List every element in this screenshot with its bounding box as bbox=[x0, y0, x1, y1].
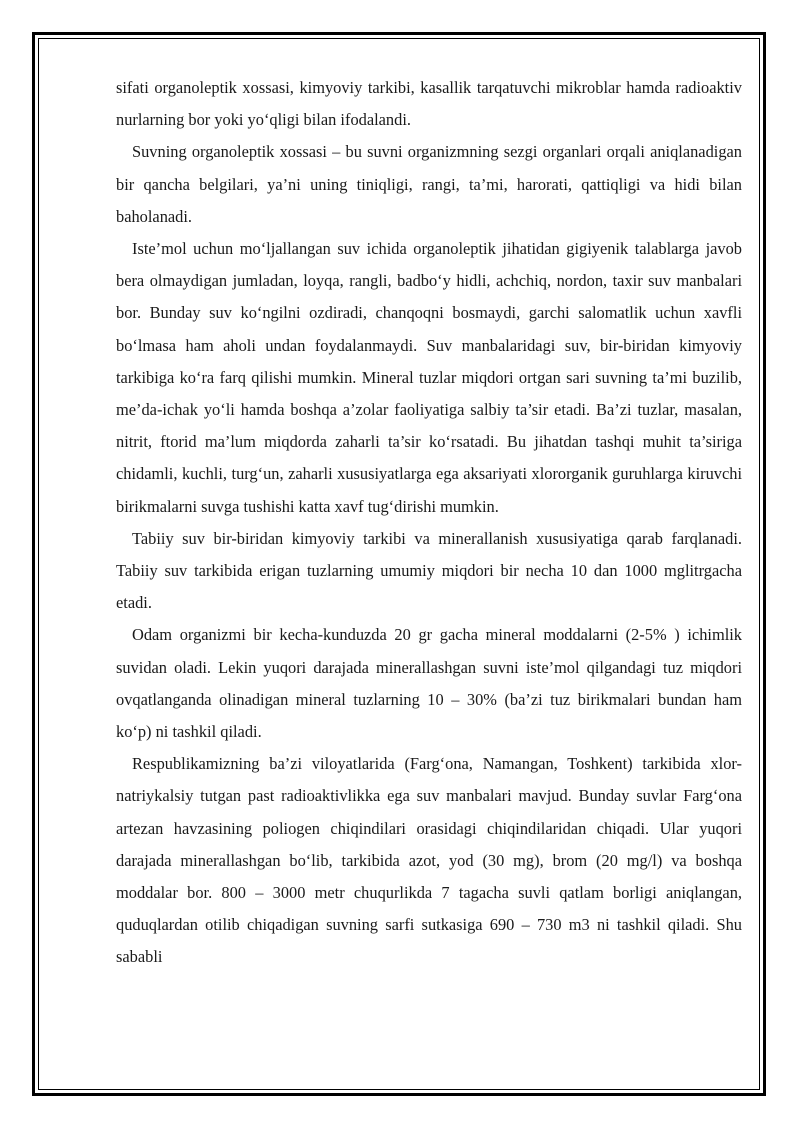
paragraph-regions: Respublikamizning ba’zi viloyatlarida (Farg‘ona, Namangan, Toshkent) tarkibida xlor-natriykalsiy tutgan past radioaktivlikka ega suv manbalari mavjud. Bunday suvlar Farg‘ona artezan havzasining poliogen chiqindilari orasidagi chiqindilaridan chiqadi. Ular yuqori darajada minerallashgan bo‘lib, tarkibida azot, yod (30 mg), brom (20 mg/l) va boshqa moddalar bor. 800 – 3000 metr chuqurlikda 7 tagacha suvli qatlam borligi aniqlangan, quduqlardan otilib chiqadigan suvning sarfi sutkasiga 690 – 730 m3 ni tashkil qiladi. Shu sababli bbox=[116, 754, 742, 967]
paragraph-natural-water: Tabiiy suv bir-biridan kimyoviy tarkibi va minerallanish xususiyatiga qarab farqlanadi. Tabiiy suv tarkibida erigan tuzlarning umumiy miqdori bir necha 10 dan 1000 mglitrgacha etadi. bbox=[116, 528, 742, 613]
paragraph-drinking-water: Iste’mol uchun mo‘ljallangan suv ichida organoleptik jihatidan gigiyenik talablarga javob bera olmaydigan jumladan, loyqa, rangli, badbo‘y hidli, achchiq, nordon, taxir suv manbalari bor. Bunday suv ko‘ngilni ozdiradi, chanqoqni bosmaydi, garchi salomatlik uchun xavfli bo‘lmasa ham aholi undan foydalanmaydi. Suv manbalaridagi suv, bir-biridan kimyoviy tarkibiga ko‘ra farq qilishi mumkin. Mineral tuzlar miqdori ortgan sari suvning ta’mi buzilib, me’da-ichak yo‘li hamda boshqa a’zolar faoliyatiga salbiy ta’sir etadi. Ba’zi tuzlar, masalan, nitrit, ftorid ma’lum miqdorda zaharli ta’sir ko‘rsatadi. Bu jihatdan tashqi muhit ta’siriga chidamli, kuchli, turg‘un, zaharli xususiyatlarga ega aksariyati xlororganik guruhlarga kiruvchi birikmalarni suvga tushishi katta xavf tug‘dirishi mumkin. bbox=[116, 239, 742, 516]
paragraph-organoleptic: Suvning organoleptik xossasi – bu suvni organizmning sezgi organlari orqali aniqlanadigan bir qancha belgilari, ya’ni uning tiniqligi, rangi, ta’mi, harorati, qattiqligi va hidi bilan baholanadi. bbox=[116, 142, 742, 226]
document-body bbox=[116, 72, 742, 974]
paragraph-mineral-intake: Odam organizmi bir kecha-kunduzda 20 gr gacha mineral moddalarni (2-5% ) ichimlik suvidan oladi. Lekin yuqori darajada minerallashgan suvni iste’mol qilgandagi tuz miqdori ovqatlanganda olinadigan mineral tuzlarning 10 – 30% (ba’zi tuz birikmalari bundan ham ko‘p) ni tashkil qiladi. bbox=[116, 625, 742, 742]
paragraph-continuation: sifati organoleptik xossasi, kimyoviy tarkibi, kasallik tarqatuvchi mikroblar hamda radioaktiv nurlarning bor yoki yo‘qligi bilan ifodalandi. bbox=[116, 78, 742, 130]
